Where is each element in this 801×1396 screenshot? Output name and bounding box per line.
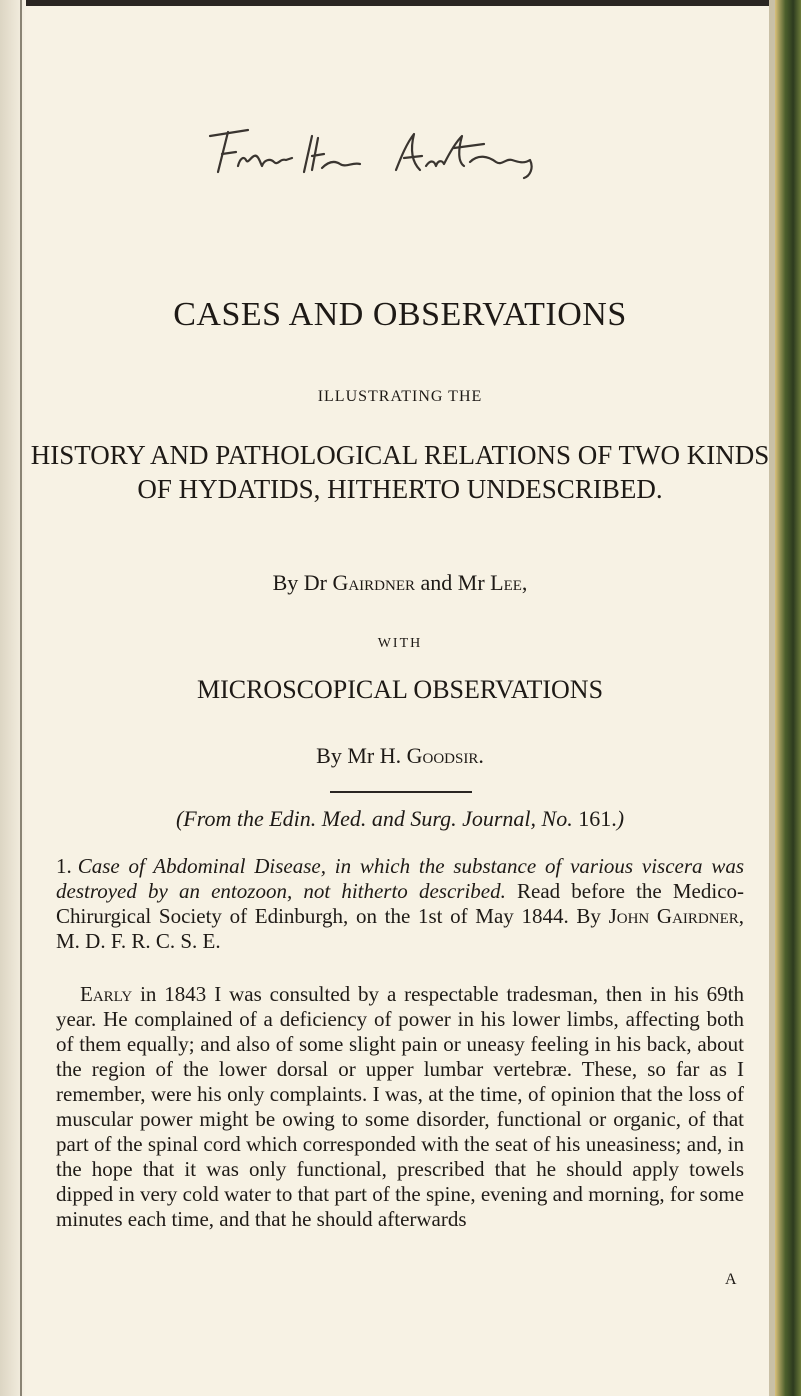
author-lee: Lee, <box>490 570 528 595</box>
book-cover-edge <box>775 0 801 1396</box>
author-gairdner: Gairdner <box>332 570 416 595</box>
document-subtitle: HISTORY AND PATHOLOGICAL RELATIONS OF TWO KINDS OF HYDATIDS, HITHERTO UNDESCRIBED. <box>30 440 770 504</box>
left-margin <box>0 0 26 1396</box>
microscopical-heading: MICROSCOPICAL OBSERVATIONS <box>196 675 604 704</box>
title-connector: ILLUSTRATING THE <box>317 388 483 405</box>
case-body-lead: Early <box>80 982 133 1006</box>
source-open-paren: ( <box>175 806 184 831</box>
handwritten-inscription <box>200 122 580 182</box>
source-number: 161. <box>578 806 617 831</box>
goodsir-prefix: By Mr H. <box>316 743 407 768</box>
goodsir-line <box>30 743 770 769</box>
page-top-edge <box>0 0 801 6</box>
case-body-paragraph <box>56 982 744 1232</box>
source-close-paren: ) <box>616 806 625 831</box>
author-goodsir: Goodsir. <box>406 743 484 768</box>
case-number: 1. <box>56 854 72 878</box>
case-read-note: Read before the Medico-Chirurgical Society of Edinburgh, on the 1st of May 1844. By <box>56 879 745 928</box>
document-title: CASES AND OBSERVATIONS <box>173 296 627 333</box>
with-label: WITH <box>377 636 423 651</box>
case-title: Case of Abdominal Disease, in which the substance of various viscera was destroyed by an entozoon, not hitherto described. <box>56 854 744 903</box>
binding-line <box>20 0 22 1396</box>
printer-signature-mark: A <box>725 1271 737 1288</box>
source-citation <box>30 806 770 832</box>
case-body-text: in 1843 I was consulted by a respectable tradesman, then in his 69th year. He complained of a deficiency of power in his lower limbs, affecting both of them equally; and also of some slight pain or uneasy feeling in his back, about the region of the lower dorsal or upper lumbar vertebræ. These, so far as I remember, were his only complaints. I was, at the time, of opinion that the loss of muscular power might be owing to some disorder, functional or organic, of that part of the spinal cord which corresponded with the seat of his uneasiness; and, in the hope that it was only functional, prescribed that he should apply towels dipped in very cold water to that part of the spine, evening and morning, for some minutes each time, and that he should afterwards <box>56 982 744 1231</box>
source-text: From the Edin. Med. and Surg. Journal, No. <box>183 806 579 831</box>
case-author-degrees: M. D. F. R. C. S. E. <box>56 929 221 953</box>
case-author: John Gairdner, <box>608 904 744 928</box>
authors-prefix: By Dr <box>272 570 333 595</box>
authors-line <box>30 570 770 596</box>
case-heading <box>56 854 744 954</box>
divider-rule <box>330 791 472 793</box>
authors-middle: and Mr <box>415 570 491 595</box>
